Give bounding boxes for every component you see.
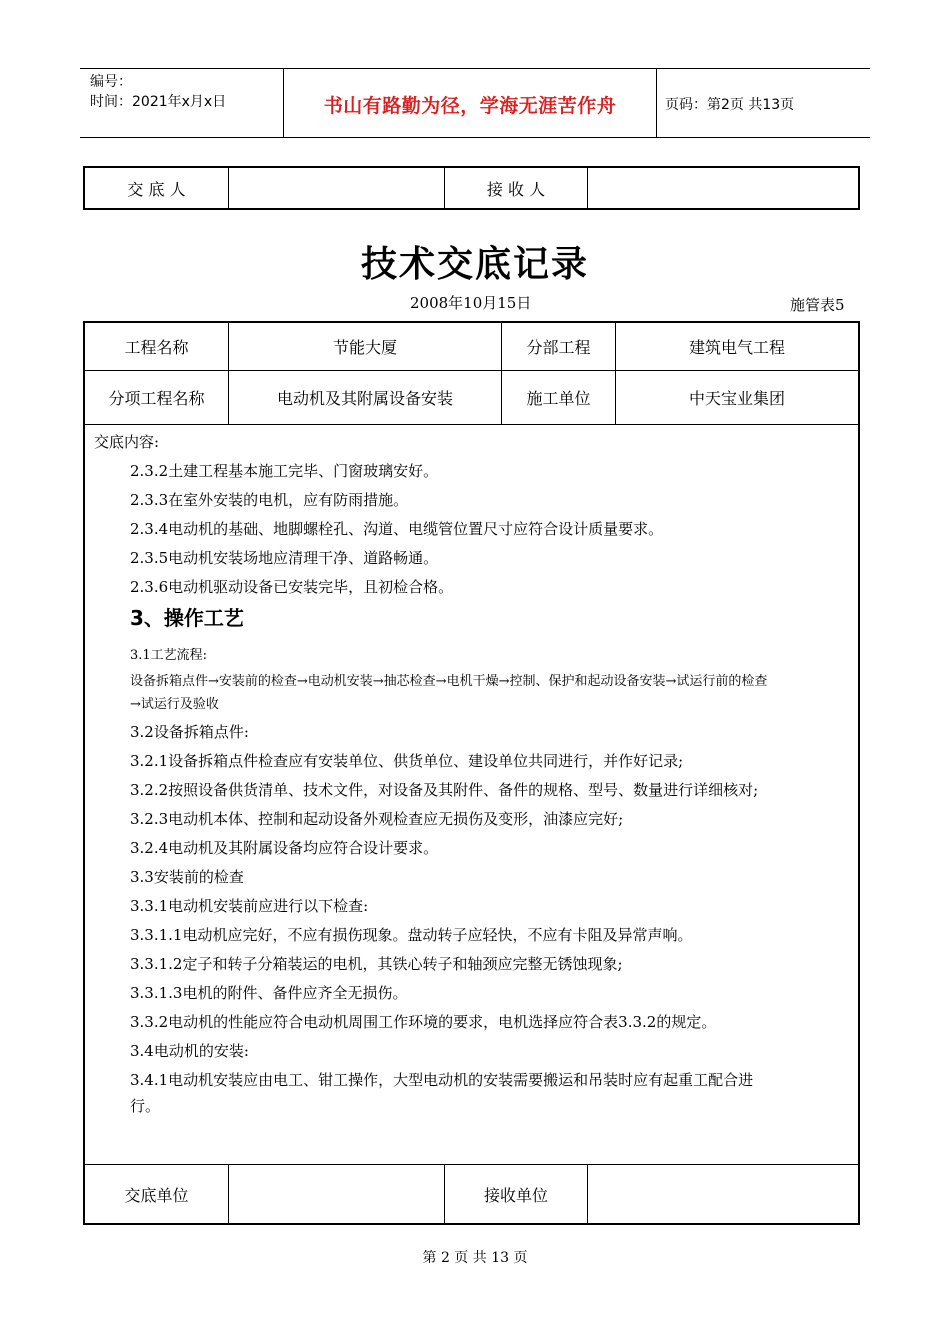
header-page-cell	[655, 69, 870, 137]
content-line: 3.3.1.3电机的附件、备件应齐全无损伤。	[130, 984, 408, 1002]
content-line: 3.3.1电动机安装前应进行以下检查:	[130, 897, 369, 915]
document-date: 2008年10月15日	[410, 294, 532, 312]
contractor-value: 中天宝业集团	[688, 389, 785, 408]
header-motto-cell	[283, 69, 657, 137]
receiver-unit-value	[588, 1165, 858, 1223]
content-line: 3.4电动机的安装:	[130, 1042, 249, 1060]
content-line: 3.2.4电动机及其附属设备均应符合设计要求。	[130, 839, 439, 857]
content-line: 3.3.1.2定子和转子分箱装运的电机，其铁心转子和轴颈应完整无锈蚀现象;	[130, 955, 623, 973]
number-label: 编号：	[90, 74, 132, 90]
content-label: 交底内容:	[94, 433, 160, 451]
content-line: 2.3.3在室外安装的电机，应有防雨措施。	[130, 491, 409, 509]
content-line: 3.2.2按照设备供货清单、技术文件，对设备及其附件、备件的规格、型号、数量进行详细核对;	[130, 781, 759, 799]
handover-table	[83, 166, 860, 210]
content-line: 3.4.1电动机安装应由电工、钳工操作，大型电动机的安装需要搬运和吊装时应有起重工配合进	[130, 1071, 754, 1089]
page-label: 页码：第2页 共13页	[665, 97, 795, 113]
contractor-label: 施工单位	[526, 389, 591, 408]
receiver-label: 接 收 人	[486, 179, 546, 199]
content-line: 3.3.1.1电动机应完好，不应有损伤现象。盘动转子应轻快，不应有卡阻及异常声响。	[130, 926, 693, 944]
content-line: 2.3.4电动机的基础、地脚螺栓孔、沟道、电缆管位置尺寸应符合设计质量要求。	[130, 520, 664, 538]
flow-label: 3.1工艺流程:	[130, 648, 208, 663]
content-line: 3.2设备拆箱点件:	[130, 723, 249, 741]
division-value: 建筑电气工程	[688, 338, 785, 357]
content-line: 2.3.5电动机安装场地应清理干净、道路畅通。	[130, 549, 439, 567]
time-label: 时间：2021年x月x日	[90, 94, 227, 110]
project-name-label: 工程名称	[124, 338, 189, 357]
document-title: 技术交底记录	[360, 244, 589, 285]
giver-value	[229, 168, 444, 208]
content-line: 行。	[130, 1097, 161, 1115]
flow-line: 设备拆箱点件→安装前的检查→电动机安装→抽芯检查→电机干燥→控制、保护和起动设备安装→试运行前的检查	[130, 674, 768, 689]
page-header	[80, 68, 870, 138]
content-line: 3.3.2电动机的性能应符合电动机周围工作环境的要求，电机选择应符合表3.3.2的规定。	[130, 1013, 717, 1031]
subitem-label: 分项工程名称	[108, 389, 205, 408]
section-title: 3、操作工艺	[130, 606, 244, 630]
content-line: 3.2.3电动机本体、控制和起动设备外观检查应无损伤及变形，油漆应完好;	[130, 810, 624, 828]
content-line: 3.3安装前的检查	[130, 868, 244, 886]
subitem-value: 电动机及其附属设备安装	[276, 389, 453, 408]
division-label: 分部工程	[526, 338, 591, 357]
content-line: 2.3.2土建工程基本施工完毕、门窗玻璃安好。	[130, 462, 439, 480]
content-line: 2.3.6电动机驱动设备已安装完毕，且初检合格。	[130, 578, 454, 596]
project-name-value: 节能大厦	[332, 338, 397, 357]
receiver-unit-label: 接收单位	[483, 1185, 548, 1205]
giver-unit-value	[229, 1165, 444, 1223]
flow-line: →试运行及验收	[130, 697, 219, 712]
receiver-value	[588, 168, 858, 208]
page-footer: 第 2 页 共 13 页	[422, 1250, 528, 1266]
content-line: 3.2.1设备拆箱点件检查应有安装单位、供货单位、建设单位共同进行，并作好记录;	[130, 752, 684, 770]
form-number: 施管表5	[790, 296, 845, 314]
giver-unit-label: 交底单位	[124, 1185, 189, 1205]
motto: 书山有路勤为径，学海无涯苦作舟	[323, 95, 617, 117]
giver-label: 交 底 人	[127, 179, 186, 199]
header-meta	[80, 69, 283, 137]
